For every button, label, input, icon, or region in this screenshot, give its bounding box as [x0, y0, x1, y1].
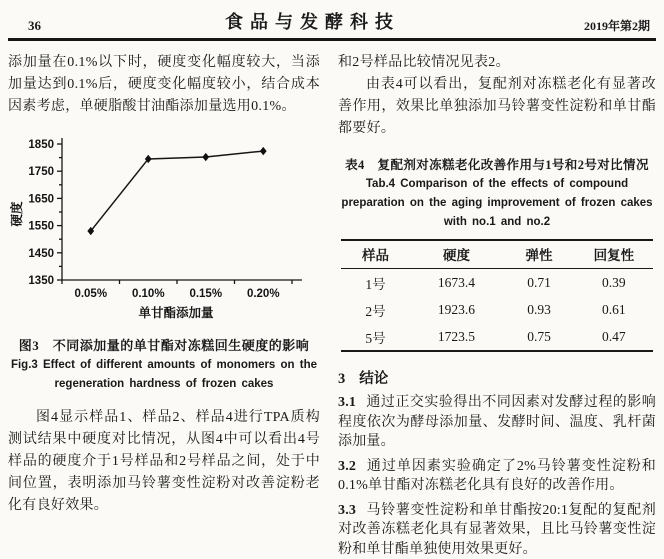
paragraph-tpa-comparison: 图4显示样品1、样品2、样品4进行TPA质构测试结果中硬度对比情况，从图4中可以看出4号样品的硬度介于1号样品和2号样品之间，处于中间位置，表明添加马铃薯变性淀粉对改善淀粉老化有良好效果。: [8, 407, 320, 517]
table-row: [341, 296, 653, 323]
table-row: [341, 323, 653, 351]
col-header-hardness: 硬度: [410, 240, 503, 269]
table-row: [341, 269, 653, 297]
svg-text:1450: 1450: [28, 248, 54, 260]
figure-3: [8, 130, 320, 327]
paragraph-sample2-compare: 和2号样品比较情况见表2。: [338, 52, 656, 74]
svg-text:1650: 1650: [28, 193, 54, 205]
paragraph-table4-discussion: 由表4可以看出，复配剂对冻糕老化有显著改善作用，效果比单独添加马铃薯变性淀粉和单甘酯都要好。: [338, 74, 656, 140]
table4-caption-en: Tab.4 Comparison of the effects of compound preparation on the aging improvement of frozen cakes with no.1 and no.2: [338, 175, 656, 232]
conclusion-3-2-text: 通过单因素实验确定了2%马铃薯变性淀粉和0.1%单甘酯对冻糕老化具有良好的改善作用。: [338, 459, 656, 494]
cell-sample5-name: 5号: [341, 323, 410, 351]
cell-sample1-hardness: 1673.4: [410, 269, 503, 297]
svg-text:1350: 1350: [28, 275, 54, 287]
col-header-elasticity: 弹性: [503, 240, 575, 269]
cell-sample2-hardness: 1923.6: [410, 296, 503, 323]
section3-title: 结论: [359, 371, 388, 387]
figure3-caption-zh: 图3 不同添加量的单甘酯对冻糕回生硬度的影响: [8, 335, 320, 354]
cell-sample1-elasticity: 0.71: [503, 269, 575, 297]
table-4: [341, 239, 653, 352]
chart-y-axis-label: 硬度: [9, 201, 24, 227]
conclusion-3-3-text: 马铃薯变性淀粉和单甘酯按20:1复配的复配剂对改善冻糕老化具有显著效果，且比马铃薯变性淀粉和单甘酯单独使用效果更好。: [338, 503, 656, 557]
page-header: [8, 6, 656, 41]
col-header-resilience: 回复性: [575, 240, 653, 269]
page-number: 36: [12, 18, 41, 34]
svg-text:0.05%: 0.05%: [74, 288, 107, 300]
cell-sample2-elasticity: 0.93: [503, 296, 575, 323]
conclusion-3-2-number: 3.2: [338, 459, 356, 474]
svg-text:0.20%: 0.20%: [247, 288, 280, 300]
svg-text:1550: 1550: [28, 221, 54, 233]
conclusion-item-3-3: [338, 501, 656, 559]
paragraph-monoglyceride-dosage: 添加量在0.1%以下时，硬度变化幅度较大，当添加量达到0.1%后，硬度变化幅度较小，结合成本因素考虑，单硬脂酸甘油酯添加量选用0.1%。: [8, 52, 320, 118]
conclusion-item-3-1: [338, 393, 656, 452]
issue-label: 2019年第2期: [584, 17, 652, 34]
cell-sample1-name: 1号: [341, 269, 410, 297]
svg-text:0.10%: 0.10%: [132, 288, 165, 300]
table-header-row: [341, 240, 653, 269]
cell-sample5-resilience: 0.47: [575, 323, 653, 351]
col-header-sample: 样品: [341, 240, 410, 269]
conclusion-item-3-2: [338, 457, 656, 496]
cell-sample2-name: 2号: [341, 296, 410, 323]
chart-x-axis-label: 单甘酯添加量: [138, 305, 214, 320]
left-column: [8, 52, 320, 559]
cell-sample5-hardness: 1723.5: [410, 323, 503, 351]
figure3-line-chart: [8, 130, 310, 322]
right-column: [338, 52, 656, 559]
svg-text:1750: 1750: [28, 166, 54, 178]
cell-sample2-resilience: 0.61: [575, 296, 653, 323]
cell-sample1-resilience: 0.39: [575, 269, 653, 297]
figure3-caption-en: Fig.3 Effect of different amounts of monomers on the regeneration hardness of frozen cakes: [8, 356, 320, 394]
conclusion-3-3-number: 3.3: [338, 503, 356, 518]
svg-text:1850: 1850: [28, 139, 54, 151]
section3-heading: [338, 367, 656, 388]
conclusion-3-1-text: 通过正交实验得出不同因素对发酵过程的影响程度依次为酵母添加量、发酵时间、温度、乳杆菌添加量。: [338, 395, 656, 449]
svg-text:0.15%: 0.15%: [189, 288, 222, 300]
conclusion-3-1-number: 3.1: [338, 395, 356, 410]
journal-title: 食品与发酵科技: [225, 8, 400, 34]
cell-sample5-elasticity: 0.75: [503, 323, 575, 351]
table4-caption-zh: 表4 复配剂对冻糕老化改善作用与1号和2号对比情况: [338, 155, 656, 173]
section3-number: 3: [338, 371, 345, 387]
two-column-content: [8, 41, 656, 559]
